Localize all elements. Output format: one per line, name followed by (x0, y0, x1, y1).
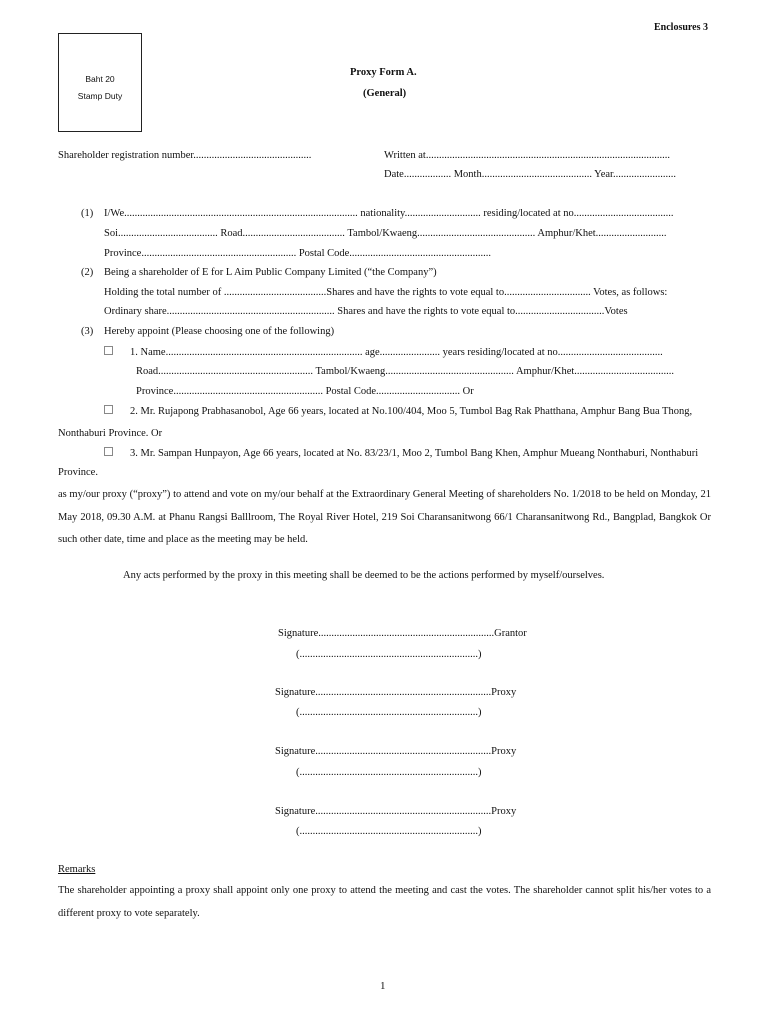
form-title: Proxy Form A. (350, 67, 417, 78)
stamp-duty-box (58, 33, 142, 132)
option1-address-field[interactable]: Road........................................................... Tambol/Kwaeng................................................. Amphur/Khet...................................... (136, 366, 675, 377)
shareholder-registration-field[interactable]: Shareholder registration number............................................. (58, 150, 312, 161)
item2-number: (2) (81, 267, 94, 278)
item2-ordinary-shares-field[interactable]: Ordinary share................................................................ Shares and have the rights to vote equal to..................................Votes (104, 306, 628, 317)
remarks-text: The shareholder appointing a proxy shall appoint only one proxy to attend the meeting and cast the votes. The shareholder cannot split his/her votes to a different proxy to vote separately. (58, 885, 711, 919)
option3-checkbox[interactable] (104, 447, 113, 456)
remarks-heading: Remarks (58, 864, 96, 875)
item1-name-field[interactable]: I/We......................................................................................... nationality............................. residing/located at no...................................... (104, 208, 674, 219)
date-field[interactable]: Date.................. Month.......................................... Year........................ (384, 169, 676, 180)
page-number: 1 (380, 980, 386, 992)
form-subtitle: (General) (363, 88, 407, 99)
option3-text-cont: Province. (58, 467, 98, 478)
signature-proxy1-name-field[interactable]: (....................................................................) (296, 707, 482, 718)
item3-text: Hereby appoint (Please choosing one of the following) (104, 326, 335, 337)
option1-checkbox[interactable] (104, 346, 113, 355)
proxy-paragraph: as my/our proxy (“proxy”) to attend and vote on my/our behalf at the Extraordinary General Meeting of shareholders No. 1/2018 to be held on Monday, 21 May 2018, 09.30 A.M. at Phanu Rangsi Balllroom, The Royal River Hotel, 219 Soi Charansanitwong 66/1 Charansanitwong Rd., Bangplad, Bangkok Or such other date, time and place as the meeting may be held. (58, 489, 711, 545)
item1-province-field[interactable]: Province........................................................... Postal Code...................................................... (104, 248, 492, 259)
item3-number: (3) (81, 326, 94, 337)
signature-proxy3-name-field[interactable]: (....................................................................) (296, 826, 482, 837)
option3-text: 3. Mr. Sampan Hunpayon, Age 66 years, located at No. 83/23/1, Moo 2, Tumbol Bang Khen, Amphur Mueang Nonthaburi, Nonthaburi (130, 448, 699, 459)
option2-checkbox[interactable] (104, 405, 113, 414)
option2-text: 2. Mr. Rujapong Prabhasanobol, Age 66 years, located at No.100/404, Moo 5, Tumbol Bag Rak Phatthana, Amphur Bang Bua Thong, (130, 406, 693, 417)
enclosure-label: Enclosures 3 (654, 22, 708, 33)
signature-proxy3-field[interactable]: Signature...................................................................Proxy (275, 806, 517, 817)
option1-province-field[interactable]: Province......................................................... Postal Code................................ Or (136, 386, 474, 397)
item1-number: (1) (81, 208, 94, 219)
signature-grantor-name-field[interactable]: (....................................................................) (296, 649, 482, 660)
signature-proxy2-field[interactable]: Signature...................................................................Proxy (275, 746, 517, 757)
signature-grantor-field[interactable]: Signature...................................................................Grantor (278, 628, 527, 639)
option2-text-cont: Nonthaburi Province. Or (58, 428, 163, 439)
stamp-label: Stamp Duty (77, 91, 123, 101)
signature-proxy1-field[interactable]: Signature...................................................................Proxy (275, 687, 517, 698)
signature-proxy2-name-field[interactable]: (....................................................................) (296, 767, 482, 778)
item2-text: Being a shareholder of E for L Aim Public Company Limited (“the Company”) (104, 267, 437, 278)
stamp-amount: Baht 20 (85, 74, 115, 84)
option1-name-field[interactable]: 1. Name........................................................................... age....................... years residing/located at no........................................ (130, 347, 663, 358)
written-at-field[interactable]: Written at............................................................................................. (384, 150, 670, 161)
acts-statement: Any acts performed by the proxy in this meeting shall be deemed to be the actions performed by myself/ourselves. (123, 570, 605, 581)
item1-address-field[interactable]: Soi...................................... Road....................................... Tambol/Kwaeng............................................. Amphur/Khet........................... (104, 228, 667, 239)
item2-total-shares-field[interactable]: Holding the total number of .......................................Shares and have the rights to vote equal to................................. Votes, as follows: (104, 287, 668, 298)
